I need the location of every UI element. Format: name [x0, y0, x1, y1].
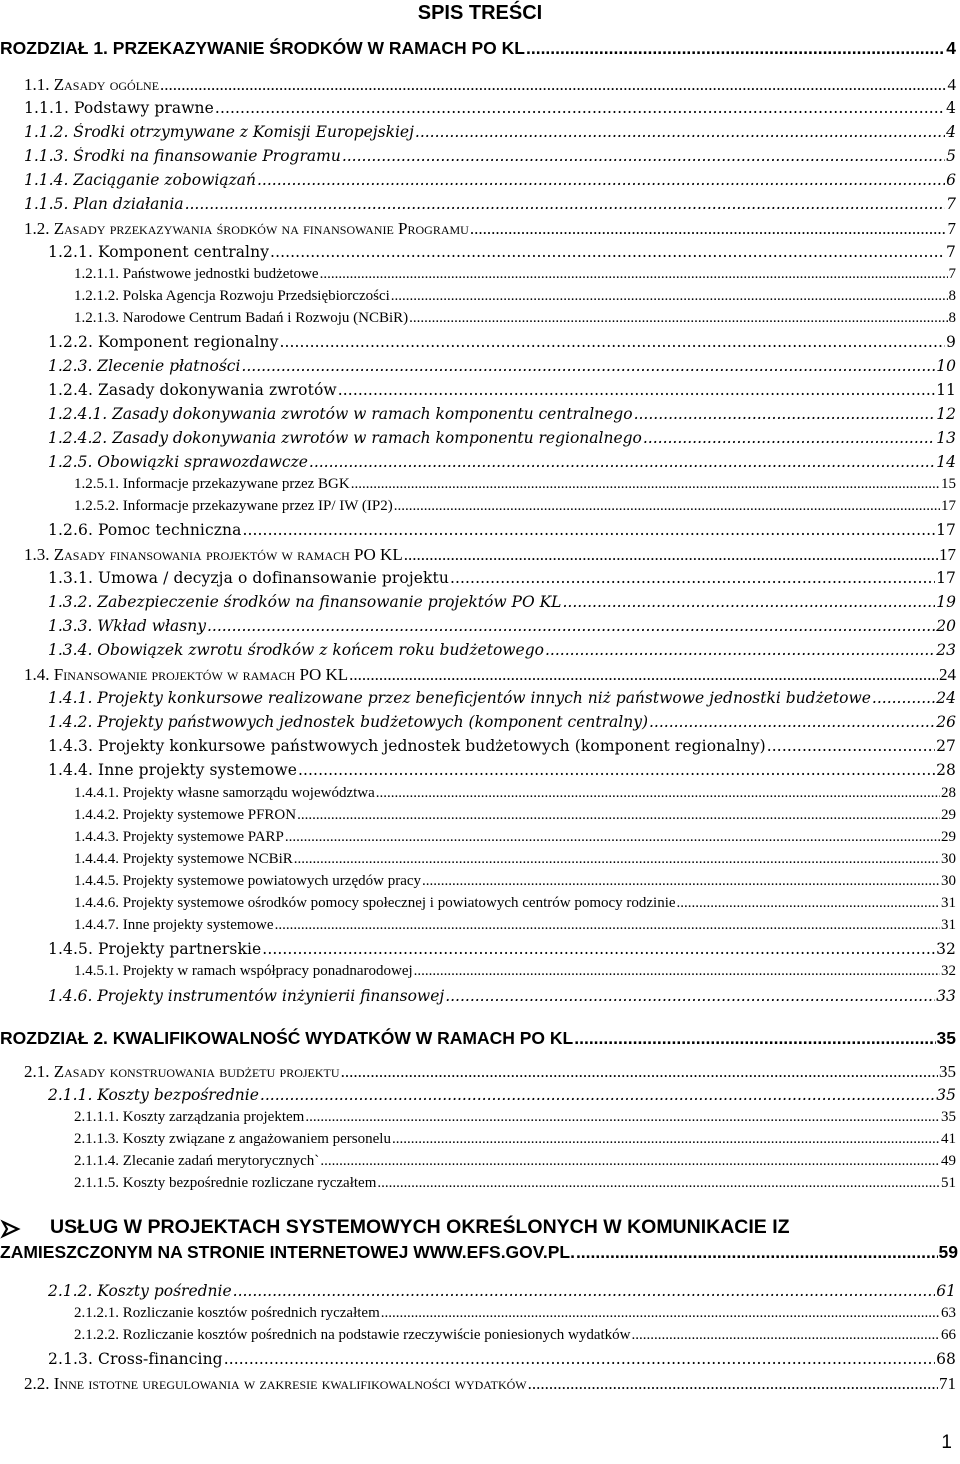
- toc-label: 1.1.1. Podstawy prawne: [24, 99, 214, 117]
- leader-dots: [545, 641, 935, 659]
- toc-page: 6: [946, 171, 956, 189]
- toc-entry[interactable]: [74, 1153, 956, 1175]
- toc-page: 4: [946, 38, 956, 58]
- leader-dots: [297, 807, 940, 824]
- toc-label: 2.1.1.5. Koszty bezpośrednie rozliczane ryczałtem: [74, 1175, 377, 1191]
- leader-dots: [285, 829, 940, 846]
- toc-page: 31: [941, 917, 956, 933]
- leader-dots: [298, 761, 935, 779]
- toc-label: 1.4.4.7. Inne projekty systemowe: [74, 917, 274, 933]
- toc-label: 1.2.1.2. Polska Agencja Rozwoju Przedsiębiorczości: [74, 288, 390, 304]
- toc-entry[interactable]: [48, 429, 956, 451]
- toc-entry[interactable]: [24, 195, 956, 217]
- toc-entry[interactable]: [74, 476, 956, 498]
- leader-dots: [309, 453, 935, 471]
- toc-page: 26: [936, 713, 956, 731]
- toc-page: 35: [936, 1086, 956, 1104]
- toc-page: 51: [941, 1175, 956, 1191]
- toc-entry[interactable]: [24, 1062, 956, 1084]
- uslug-heading-line1: USŁUG W PROJEKTACH SYSTEMOWYCH OKREŚLONYCH W KOMUNIKACIE IZ: [50, 1216, 790, 1238]
- toc-entry[interactable]: [48, 987, 956, 1009]
- leader-dots: [391, 288, 948, 305]
- toc-label: 1.3.1. Umowa / decyzja o dofinansowanie projektu: [48, 569, 449, 587]
- toc-label: 1.2.1.3. Narodowe Centrum Badań i Rozwoju (NCBiR): [74, 310, 409, 326]
- leader-dots: [320, 1153, 940, 1170]
- toc-page: 59: [938, 1242, 958, 1262]
- page-title: SPIS TREŚCI: [417, 2, 543, 24]
- toc-page: 63: [941, 1305, 956, 1321]
- toc-entry[interactable]: [74, 807, 956, 829]
- toc-label: 1.4.4.1. Projekty własne samorządu województwa: [74, 785, 375, 801]
- toc-entry[interactable]: [74, 288, 956, 310]
- toc-label: 2.1.1. Koszty bezpośrednie: [48, 1086, 259, 1104]
- toc-entry[interactable]: [74, 895, 956, 917]
- toc-label: 1.1.4. Zaciąganie zobowiązań: [24, 171, 256, 189]
- toc-page: 24: [939, 665, 956, 684]
- leader-dots: [241, 357, 935, 375]
- toc-entry[interactable]: [48, 593, 956, 615]
- leader-dots: [649, 713, 935, 731]
- toc-page: 35: [941, 1109, 956, 1125]
- toc-label: 1.1. Zasady ogólne: [24, 75, 160, 94]
- toc-page: 13: [936, 429, 956, 447]
- toc-page: 8: [948, 310, 956, 326]
- toc-entry[interactable]: [48, 453, 956, 475]
- leader-dots: [767, 737, 935, 755]
- toc-label: 2.1.3. Cross-financing: [48, 1350, 223, 1368]
- toc-entry[interactable]: [48, 381, 956, 403]
- toc-entry[interactable]: [74, 310, 956, 332]
- leader-dots: [450, 569, 935, 587]
- toc-label: 1.1.5. Plan działania: [24, 195, 184, 213]
- toc-label: 1.2.5.2. Informacje przekazywane przez IP/ IW (IP2): [74, 498, 393, 514]
- toc-label: 1.1.2. Środki otrzymywane z Komisji Europejskiej: [24, 123, 414, 141]
- leader-dots: [377, 1175, 940, 1192]
- toc-label: ROZDZIAŁ 1. PRZEKAZYWANIE ŚRODKÓW W RAMACH PO KL: [0, 38, 525, 58]
- leader-dots: [294, 851, 940, 868]
- toc-label: 1.2.5.1. Informacje przekazywane przez BGK: [74, 476, 350, 492]
- arrow-bullet-icon: [0, 1218, 22, 1240]
- toc-label: 1.4.4.4. Projekty systemowe NCBiR: [74, 851, 293, 867]
- leader-dots: [257, 171, 945, 189]
- toc-entry[interactable]: [74, 917, 956, 939]
- leader-dots: [242, 521, 935, 539]
- toc-page: 19: [936, 593, 956, 611]
- toc-label: 1.4.4.6. Projekty systemowe ośrodków pomocy społecznej i powiatowych centrów pomocy rodzinie: [74, 895, 676, 911]
- toc-label: 2.1.2.2. Rozliczanie kosztów pośrednich na podstawie rzeczywiście poniesionych wydatków: [74, 1327, 631, 1343]
- toc-entry[interactable]: [48, 333, 956, 355]
- toc-page: 11: [936, 381, 956, 399]
- toc-page: 14: [936, 453, 956, 471]
- toc-page: 24: [936, 689, 956, 707]
- leader-dots: [634, 405, 936, 423]
- leader-dots: [305, 1109, 940, 1126]
- toc-entry[interactable]: [48, 357, 956, 379]
- toc-entry[interactable]: [48, 1086, 956, 1108]
- toc-label: 2.2. Inne istotne uregulowania w zakresie kwalifikowalności wydatków: [24, 1374, 527, 1393]
- toc-page: 9: [946, 333, 956, 351]
- toc-label: 1.4.4.5. Projekty systemowe powiatowych urzędów pracy: [74, 873, 422, 889]
- toc-page: 32: [936, 940, 956, 958]
- toc-entry[interactable]: [74, 785, 956, 807]
- leader-dots: [526, 38, 945, 59]
- leader-dots: [342, 147, 945, 165]
- toc-page: 29: [941, 807, 956, 823]
- toc-label: 1.2.5. Obowiązki sprawozdawcze: [48, 453, 308, 471]
- leader-dots: [409, 310, 947, 327]
- leader-dots: [872, 689, 935, 707]
- leader-dots: [677, 895, 940, 912]
- toc-entry[interactable]: [48, 713, 956, 735]
- toc-entry[interactable]: [48, 761, 956, 783]
- leader-dots: [392, 1131, 940, 1148]
- toc-label: 1.4.4.3. Projekty systemowe PARP: [74, 829, 284, 845]
- toc-label: 2.1.1.3. Koszty związane z angażowaniem personelu: [74, 1131, 391, 1147]
- toc-entry[interactable]: [48, 737, 956, 759]
- toc-page: 27: [936, 737, 956, 755]
- toc-page: 35: [939, 1062, 956, 1081]
- toc-label: 1.4.2. Projekty państwowych jednostek budżetowych (komponent centralny): [48, 713, 648, 731]
- leader-dots: [394, 498, 940, 515]
- toc-label: 1.2.3. Zlecenie płatności: [48, 357, 241, 375]
- leader-dots: [445, 987, 935, 1005]
- toc-page: 15: [941, 476, 956, 492]
- toc-label: 1.2.4.1. Zasady dokonywania zwrotów w ramach komponentu centralnego: [48, 405, 633, 423]
- toc-page: 17: [941, 498, 956, 514]
- toc-page: 23: [936, 641, 956, 659]
- toc-page: 68: [936, 1350, 956, 1368]
- toc-entry[interactable]: [48, 243, 956, 265]
- leader-dots: [224, 1350, 935, 1368]
- toc-entry[interactable]: [74, 873, 956, 895]
- toc-label: 2.1.1.1. Koszty zarządzania projektem: [74, 1109, 305, 1125]
- leader-dots: [422, 873, 940, 890]
- toc-page: 66: [941, 1327, 956, 1343]
- leader-dots: [338, 381, 935, 399]
- leader-dots: [349, 665, 938, 685]
- toc-entry[interactable]: [24, 99, 956, 121]
- toc-page: 28: [941, 785, 956, 801]
- leader-dots: [279, 333, 945, 351]
- toc-label: ROZDZIAŁ 2. KWALIFIKOWALNOŚĆ WYDATKÓW W RAMACH PO KL: [0, 1028, 574, 1048]
- toc-entry[interactable]: [74, 1109, 956, 1131]
- toc-label: 2.1.2. Koszty pośrednie: [48, 1282, 232, 1300]
- toc-label: 1.2.4.2. Zasady dokonywania zwrotów w ramach komponentu regionalnego: [48, 429, 642, 447]
- toc-entry[interactable]: [74, 1327, 956, 1349]
- leader-dots: [562, 593, 935, 611]
- toc-label: 1.3. Zasady finansowania projektów w ramach PO KL: [24, 545, 403, 564]
- toc-page: 10: [936, 357, 956, 375]
- toc-entry[interactable]: [24, 123, 956, 145]
- toc-entry[interactable]: [74, 1305, 956, 1327]
- leader-dots: [528, 1374, 938, 1394]
- toc-label: 1.3.2. Zabezpieczenie środków na finansowanie projektów PO KL: [48, 593, 562, 611]
- leader-dots: [275, 917, 940, 934]
- toc-label: 1.4.5.1. Projekty w ramach współpracy ponadnarodowej: [74, 963, 413, 979]
- leader-dots: [404, 545, 938, 565]
- toc-page: 71: [939, 1374, 956, 1393]
- toc-page: 7: [947, 219, 956, 238]
- leader-dots: [351, 476, 940, 493]
- leader-dots: [160, 75, 946, 95]
- toc-page: 7: [948, 266, 956, 282]
- toc-label: 1.3.3. Wkład własny: [48, 617, 206, 635]
- toc-entry[interactable]: [74, 498, 956, 520]
- leader-dots: [632, 1327, 940, 1344]
- toc-label: 1.4.4.2. Projekty systemowe PFRON: [74, 807, 297, 823]
- toc-page: 49: [941, 1153, 956, 1169]
- toc-page: 4: [947, 75, 956, 94]
- toc-entry[interactable]: [48, 689, 956, 711]
- toc-page: 7: [946, 195, 956, 213]
- toc-label: 1.4. Finansowanie projektów w ramach PO KL: [24, 665, 349, 684]
- toc-page: 8: [948, 288, 956, 304]
- toc-label: 1.4.1. Projekty konkursowe realizowane przez beneficjentów innych niż państwowe jednostki budżetowe: [48, 689, 871, 707]
- leader-dots: [207, 617, 935, 635]
- toc-entry[interactable]: [24, 545, 956, 567]
- toc-entry[interactable]: [24, 1374, 956, 1396]
- toc-entry[interactable]: [48, 940, 956, 962]
- toc-chapter-1[interactable]: [0, 38, 956, 60]
- toc-label: 1.4.5. Projekty partnerskie: [48, 940, 262, 958]
- toc-label: ZAMIESZCZONYM NA STRONIE INTERNETOWEJ WWW.EFS.GOV.PL.: [0, 1242, 575, 1262]
- leader-dots: [233, 1282, 936, 1300]
- leader-dots: [320, 266, 948, 283]
- toc-label: 1.2.2. Komponent regionalny: [48, 333, 279, 351]
- toc-label: 1.4.4. Inne projekty systemowe: [48, 761, 297, 779]
- leader-dots: [576, 1242, 938, 1263]
- toc-page: 17: [936, 569, 956, 587]
- toc-page: 4: [946, 99, 956, 117]
- leader-dots: [643, 429, 935, 447]
- toc-label: 1.2.1. Komponent centralny: [48, 243, 270, 261]
- toc-entry[interactable]: [24, 219, 956, 241]
- toc-entry[interactable]: [74, 829, 956, 851]
- toc-label: 1.2.6. Pomoc techniczna: [48, 521, 242, 539]
- toc-label: 1.3.4. Obowiązek zwrotu środków z końcem roku budżetowego: [48, 641, 544, 659]
- toc-label: 1.2. Zasady przekazywania środków na finansowanie Programu: [24, 219, 469, 238]
- leader-dots: [260, 1086, 935, 1104]
- toc-entry[interactable]: [74, 1175, 956, 1197]
- toc-page: 5: [946, 147, 956, 165]
- toc-page: 12: [936, 405, 956, 423]
- toc-label: 1.2.1.1. Państwowe jednostki budżetowe: [74, 266, 319, 282]
- uslug-heading-line2[interactable]: [0, 1242, 958, 1264]
- toc-page: 41: [941, 1131, 956, 1147]
- toc-entry[interactable]: [48, 405, 956, 427]
- toc-label: 2.1. Zasady konstruowania budżetu projektu: [24, 1062, 340, 1081]
- toc-entry[interactable]: [24, 665, 956, 687]
- toc-label: 1.2.4. Zasady dokonywania zwrotów: [48, 381, 337, 399]
- toc-page: 35: [936, 1028, 956, 1048]
- toc-label: 2.1.2.1. Rozliczanie kosztów pośrednich ryczałtem: [74, 1305, 380, 1321]
- leader-dots: [185, 195, 946, 213]
- toc-entry[interactable]: [48, 641, 956, 663]
- toc-label: 1.4.6. Projekty instrumentów inżynierii finansowej: [48, 987, 445, 1005]
- toc-page: 17: [936, 521, 956, 539]
- toc-page: 33: [936, 987, 956, 1005]
- leader-dots: [262, 940, 935, 958]
- toc-page: 31: [941, 895, 956, 911]
- page-number: 1: [941, 1432, 952, 1453]
- toc-entry[interactable]: [48, 617, 956, 639]
- toc-entry[interactable]: [74, 1131, 956, 1153]
- leader-dots: [341, 1062, 938, 1082]
- toc-page: 20: [936, 617, 956, 635]
- toc-chapter-2[interactable]: [0, 1028, 956, 1050]
- leader-dots: [414, 963, 940, 980]
- toc-page: 29: [941, 829, 956, 845]
- toc-entry[interactable]: [48, 1282, 956, 1304]
- toc-page: 28: [936, 761, 956, 779]
- toc-entry[interactable]: [24, 147, 956, 169]
- toc-entry[interactable]: [24, 171, 956, 193]
- leader-dots: [415, 123, 945, 141]
- leader-dots: [376, 785, 940, 802]
- toc-entry[interactable]: [48, 521, 956, 543]
- leader-dots: [215, 99, 945, 117]
- toc-page: 30: [941, 851, 956, 867]
- toc-entry[interactable]: [74, 266, 956, 288]
- toc-page: 30: [941, 873, 956, 889]
- toc-page: 7: [946, 243, 956, 261]
- toc-page: 17: [939, 545, 956, 564]
- leader-dots: [470, 219, 947, 239]
- leader-dots: [270, 243, 945, 261]
- toc-page: 32: [941, 963, 956, 979]
- toc-label: 1.1.3. Środki na finansowanie Programu: [24, 147, 341, 165]
- leader-dots: [574, 1028, 935, 1049]
- toc-entry[interactable]: [74, 963, 956, 985]
- toc-entry[interactable]: [74, 851, 956, 873]
- toc-entry[interactable]: [48, 569, 956, 591]
- toc-label: 2.1.1.4. Zlecanie zadań merytorycznych`: [74, 1153, 320, 1169]
- toc-label: 1.4.3. Projekty konkursowe państwowych jednostek budżetowych (komponent regionalny): [48, 737, 766, 755]
- toc-entry[interactable]: [48, 1350, 956, 1372]
- toc-page: 61: [936, 1282, 956, 1300]
- toc-page: 4: [946, 123, 956, 141]
- toc-entry[interactable]: [24, 75, 956, 97]
- leader-dots: [381, 1305, 940, 1322]
